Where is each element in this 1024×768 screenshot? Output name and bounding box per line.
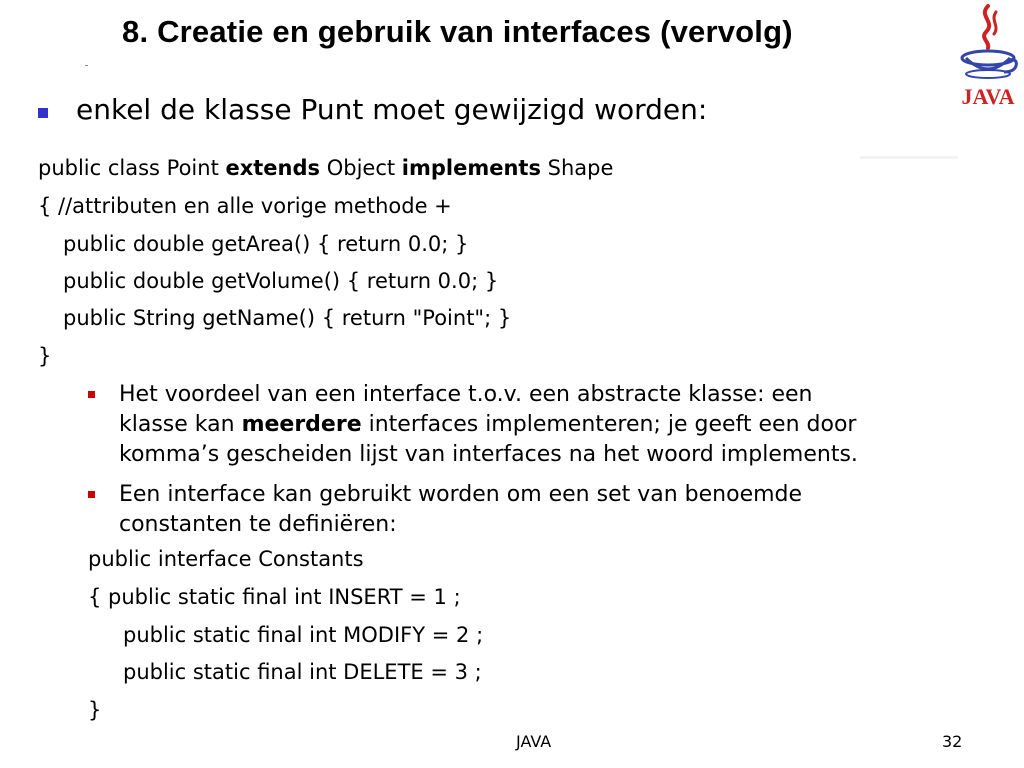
svg-text:JAVA: JAVA [961,84,1015,109]
code-line: { //attributen en alle vorige methode + [38,194,452,218]
code-line: public static final int DELETE = 3 ; [123,660,482,684]
slide-title: 8. Creatie en gebruik van interfaces (vervolg) [122,14,793,49]
title-dash [85,65,88,66]
page-number: 32 [942,732,963,751]
bullet-square-icon [38,108,48,118]
bullet-square-icon [88,391,95,398]
code-line: public interface Constants [88,547,364,571]
code-line: public double getArea() { return 0.0; } [63,232,469,256]
divider [860,156,958,159]
code-line: public class Point extends Object implements Shape [38,156,614,180]
code-line: } [38,344,52,368]
java-logo [952,2,1024,110]
sub-bullet-text: klasse kan meerdere interfaces implementeren; je geeft een door [119,412,857,437]
code-line: public double getVolume() { return 0.0; } [63,269,499,293]
bullet-text: enkel de klasse Punt moet gewijzigd worden: [76,93,708,126]
bullet-square-icon [88,491,95,498]
footer-label: JAVA [516,732,552,751]
code-line: public String getName() { return "Point"; } [63,306,512,330]
sub-bullet-text: Een interface kan gebruikt worden om een set van benoemde [119,482,803,507]
sub-bullet-text: Het voordeel van een interface t.o.v. een abstracte klasse: een [119,382,813,407]
code-line: { public static final int INSERT = 1 ; [88,585,461,609]
sub-bullet-text: komma’s gescheiden lijst van interfaces na het woord implements. [119,442,858,467]
code-line: } [88,698,102,722]
code-line: public static final int MODIFY = 2 ; [123,623,484,647]
sub-bullet-text: constanten te definiëren: [119,512,397,537]
